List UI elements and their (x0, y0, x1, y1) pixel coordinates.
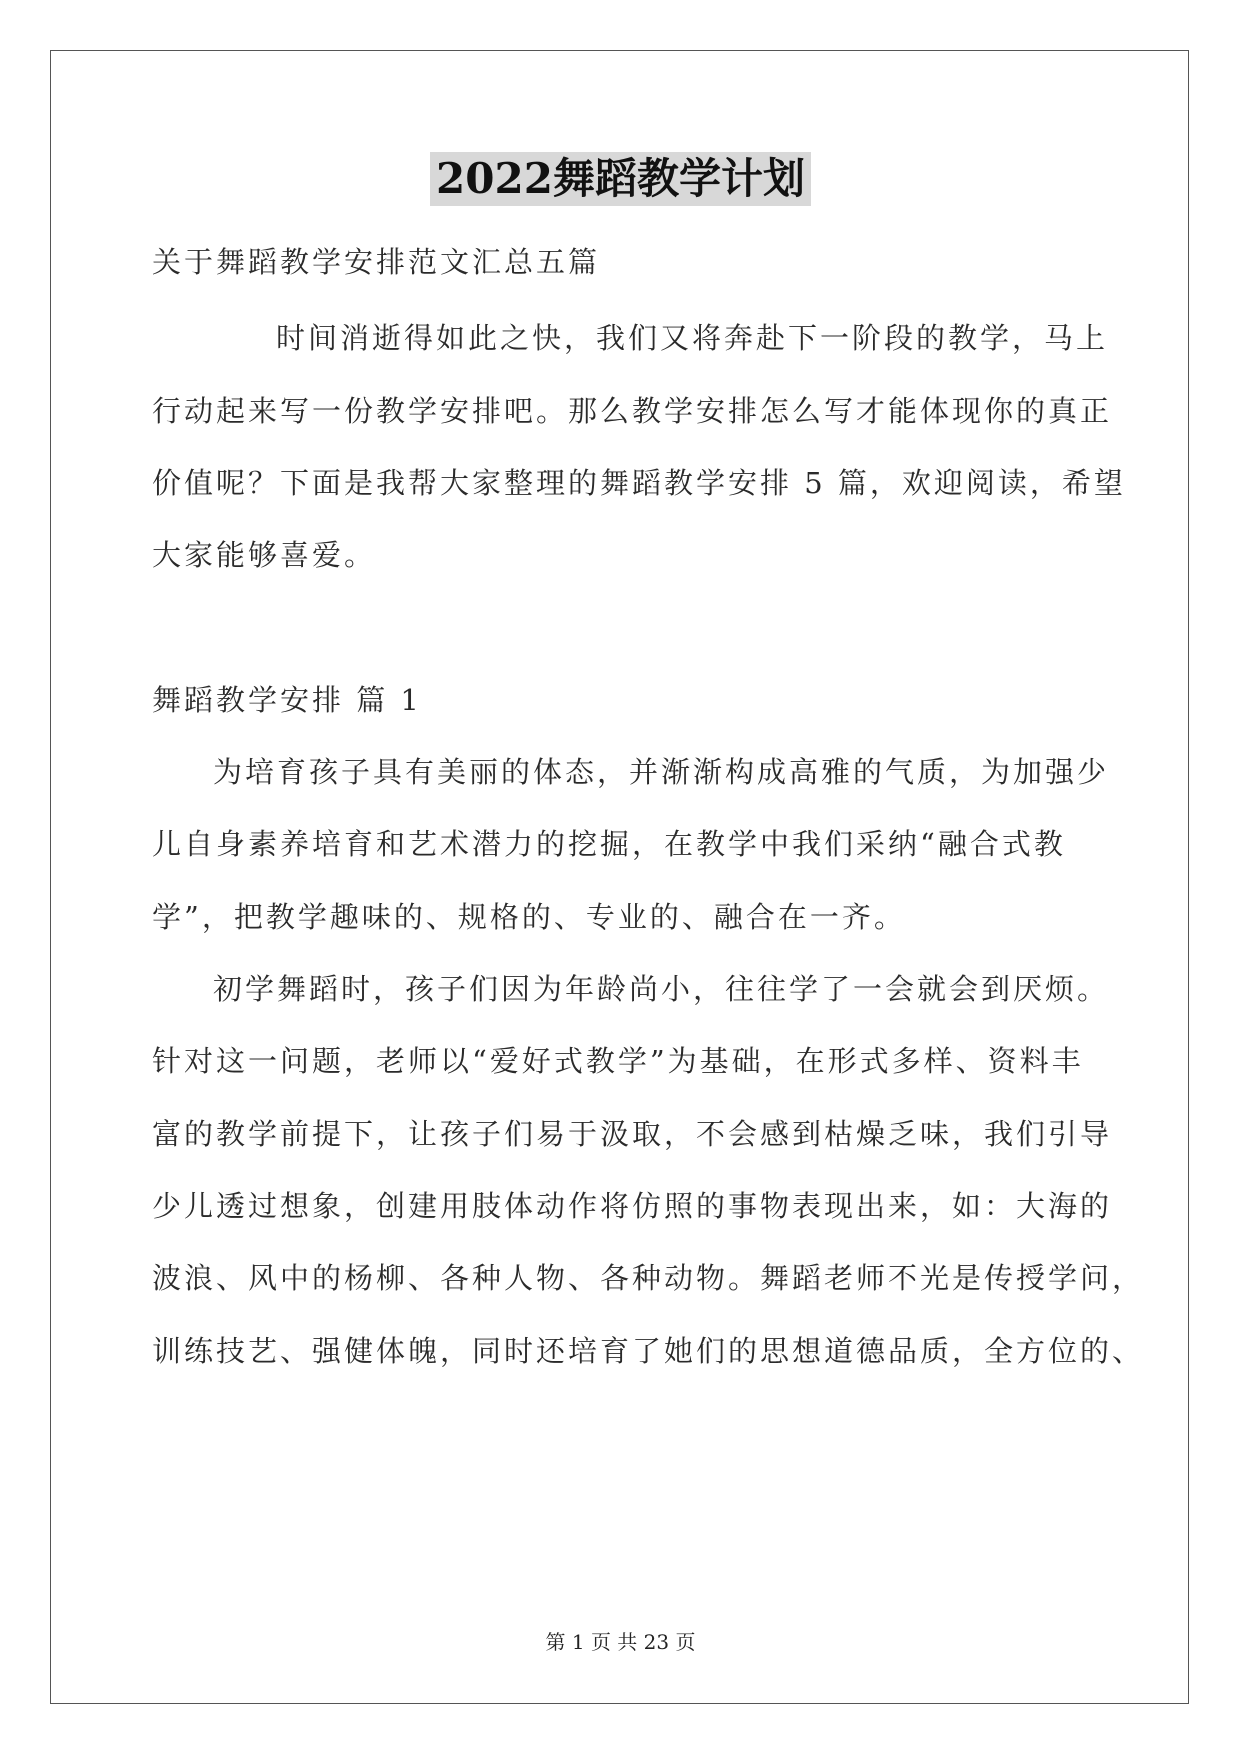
intro-line: 时间消逝得如此之快，我们又将奔赴下一阶段的教学，马上 (276, 321, 1109, 355)
intro-line: 行动起来写一份教学安排吧。那么教学安排怎么写才能体现你的真正 (152, 394, 1113, 428)
paragraph-line: 儿自身素养培育和艺术潜力的挖掘，在教学中我们采纳“融合式教 (152, 827, 1066, 861)
document-title: 2022舞蹈教学计划 (430, 152, 811, 206)
paragraph-line: 初学舞蹈时，孩子们因为年龄尚小，往往学了一会就会到厌烦。 (213, 972, 1110, 1006)
paragraph-line: 波浪、风中的杨柳、各种人物、各种动物。舞蹈老师不光是传授学问， (152, 1261, 1145, 1295)
page-border (50, 50, 1189, 1704)
document-title-wrapper (0, 152, 1241, 206)
section-heading: 舞蹈教学安排 篇 1 (152, 683, 422, 717)
paragraph-line: 针对这一问题，老师以“爱好式教学”为基础，在形式多样、资料丰 (152, 1044, 1084, 1078)
intro-line: 大家能够喜爱。 (152, 538, 377, 572)
paragraph-line: 学”，把教学趣味的、规格的、专业的、融合在一齐。 (152, 900, 906, 934)
paragraph-line: 为培育孩子具有美丽的体态，并渐渐构成高雅的气质，为加强少 (213, 755, 1110, 789)
paragraph-line: 少儿透过想象，创建用肢体动作将仿照的事物表现出来，如：大海的 (152, 1189, 1113, 1223)
paragraph-line: 富的教学前提下，让孩子们易于汲取，不会感到枯燥乏味，我们引导 (152, 1117, 1113, 1151)
intro-line: 价值呢？下面是我帮大家整理的舞蹈教学安排 5 篇，欢迎阅读，希望 (152, 466, 1126, 500)
page-number: 第 1 页 共 23 页 (545, 1630, 696, 1654)
document-subtitle: 关于舞蹈教学安排范文汇总五篇 (152, 245, 601, 279)
paragraph-line: 训练技艺、强健体魄，同时还培育了她们的思想道德品质，全方位的、 (152, 1334, 1145, 1368)
